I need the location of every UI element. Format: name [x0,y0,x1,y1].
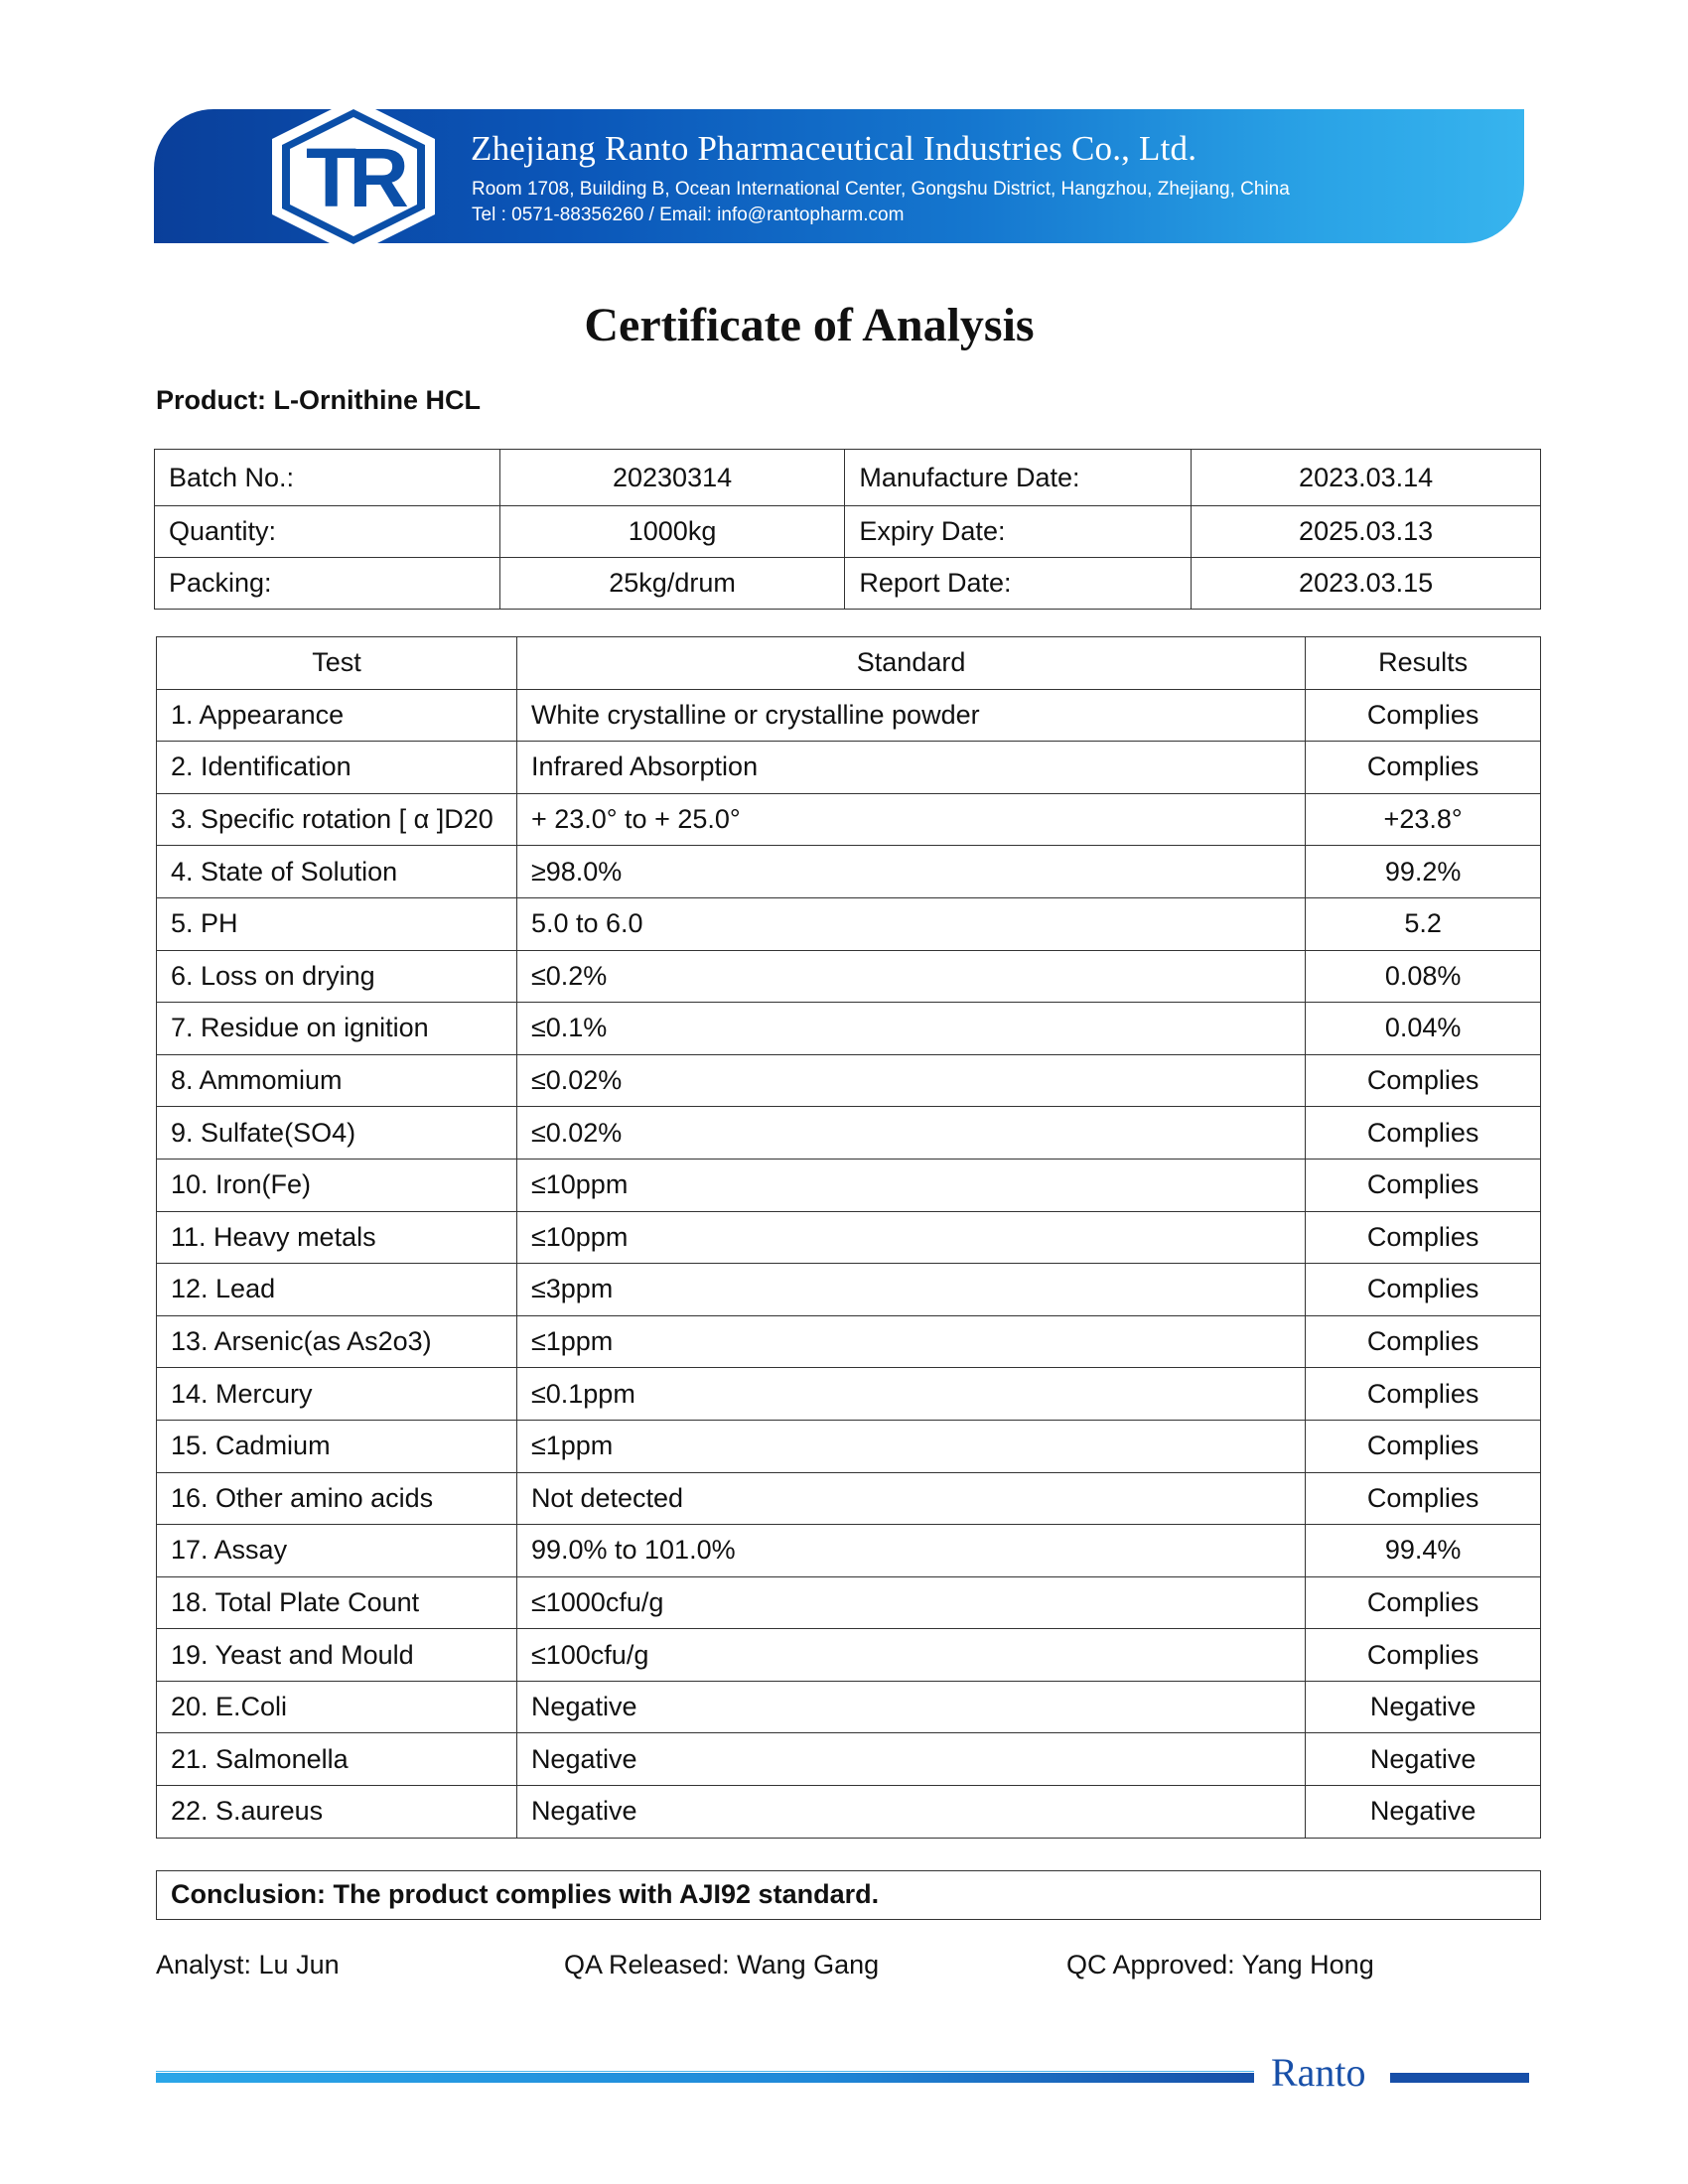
column-header-test: Test [157,637,517,690]
table-row [157,1368,1541,1421]
test-result: +23.8° [1306,793,1541,846]
test-result: Complies [1306,1576,1541,1629]
info-value: 1000kg [499,506,845,558]
qc-signature: QC Approved: Yang Hong [1066,1950,1374,1979]
test-name: 20. E.Coli [157,1681,517,1733]
info-row [155,506,1541,558]
table-row [157,1211,1541,1264]
test-standard: 99.0% to 101.0% [516,1525,1305,1577]
footer-divider-left [156,2073,1254,2083]
table-row [157,1681,1541,1733]
info-value: 2023.03.14 [1192,450,1541,506]
document-title: Certificate of Analysis [584,299,1035,351]
company-address: Room 1708, Building B, Ocean International Center, Gongshu District, Hangzhou, Zhejiang, China [472,179,1290,200]
table-row [157,1264,1541,1316]
info-value: 25kg/drum [499,558,845,610]
table-row [157,1472,1541,1525]
info-label: Packing: [155,558,500,610]
test-name: 11. Heavy metals [157,1211,517,1264]
table-row [157,1054,1541,1107]
test-name: 2. Identification [157,742,517,794]
test-name: 1. Appearance [157,689,517,742]
table-row [157,1576,1541,1629]
company-contact: Tel : 0571-88356260 / Email: info@rantopharm.com [472,205,905,225]
test-result: Negative [1306,1681,1541,1733]
test-result: Complies [1306,1211,1541,1264]
test-name: 8. Ammomium [157,1054,517,1107]
test-result: 0.04% [1306,1003,1541,1055]
column-header-results: Results [1306,637,1541,690]
info-label: Quantity: [155,506,500,558]
test-result: Complies [1306,1472,1541,1525]
table-row [157,689,1541,742]
test-standard: Negative [516,1733,1305,1786]
table-row [157,950,1541,1003]
test-standard: ≤1ppm [516,1420,1305,1472]
test-standard: + 23.0° to + 25.0° [516,793,1305,846]
test-name: 16. Other amino acids [157,1472,517,1525]
test-name: 6. Loss on drying [157,950,517,1003]
analyst-signature: Analyst: Lu Jun [156,1950,340,1979]
test-result: 5.2 [1306,897,1541,950]
batch-info-table [154,449,1541,610]
info-label: Expiry Date: [845,506,1192,558]
info-row [155,450,1541,506]
test-standard: ≤0.1% [516,1003,1305,1055]
test-results-table [156,636,1541,1839]
test-name: 14. Mercury [157,1368,517,1421]
test-standard: Negative [516,1681,1305,1733]
test-result: 0.08% [1306,950,1541,1003]
table-row [157,1159,1541,1211]
test-standard: ≤0.1ppm [516,1368,1305,1421]
info-value: 2025.03.13 [1192,506,1541,558]
test-result: Complies [1306,1368,1541,1421]
test-name: 17. Assay [157,1525,517,1577]
test-standard: ≤0.02% [516,1054,1305,1107]
info-row [155,558,1541,610]
table-row [157,1315,1541,1368]
test-name: 13. Arsenic(as As2o3) [157,1315,517,1368]
test-result: Complies [1306,1054,1541,1107]
test-result: Complies [1306,1629,1541,1682]
test-name: 22. S.aureus [157,1786,517,1839]
test-name: 21. Salmonella [157,1733,517,1786]
product-name: Product: L-Ornithine HCL [156,385,481,415]
test-standard: ≤10ppm [516,1211,1305,1264]
test-name: 10. Iron(Fe) [157,1159,517,1211]
info-value: 20230314 [499,450,845,506]
table-row [157,1733,1541,1786]
test-result: Complies [1306,1420,1541,1472]
table-row [157,1420,1541,1472]
test-standard: ≤0.2% [516,950,1305,1003]
company-name: Zhejiang Ranto Pharmaceutical Industries Co., Ltd. [471,129,1197,168]
info-label: Report Date: [845,558,1192,610]
test-result: Complies [1306,689,1541,742]
test-standard: ≤100cfu/g [516,1629,1305,1682]
info-label: Manufacture Date: [845,450,1192,506]
company-logo-icon [268,95,439,258]
footer-brand: Ranto [1271,2050,1366,2095]
info-value: 2023.03.15 [1192,558,1541,610]
test-result: Complies [1306,1315,1541,1368]
test-result: 99.2% [1306,846,1541,898]
test-standard: ≤0.02% [516,1107,1305,1160]
table-row [157,1786,1541,1839]
test-name: 15. Cadmium [157,1420,517,1472]
test-result: 99.4% [1306,1525,1541,1577]
table-row [157,1629,1541,1682]
test-standard: Infrared Absorption [516,742,1305,794]
logo-letters: TR [306,131,401,224]
test-name: 12. Lead [157,1264,517,1316]
test-standard: Negative [516,1786,1305,1839]
test-name: 9. Sulfate(SO4) [157,1107,517,1160]
test-result: Negative [1306,1786,1541,1839]
test-standard: ≤10ppm [516,1159,1305,1211]
test-standard: ≤1ppm [516,1315,1305,1368]
info-label: Batch No.: [155,450,500,506]
footer-divider-right [1390,2073,1529,2083]
test-standard: White crystalline or crystalline powder [516,689,1305,742]
test-name: 7. Residue on ignition [157,1003,517,1055]
table-row [157,1107,1541,1160]
test-result: Complies [1306,1107,1541,1160]
table-row [157,742,1541,794]
table-row [157,1525,1541,1577]
test-standard: 5.0 to 6.0 [516,897,1305,950]
test-name: 3. Specific rotation [ α ]D20 [157,793,517,846]
test-standard: ≤3ppm [516,1264,1305,1316]
test-name: 4. State of Solution [157,846,517,898]
test-result: Complies [1306,1264,1541,1316]
test-standard: Not detected [516,1472,1305,1525]
test-name: 5. PH [157,897,517,950]
column-header-standard: Standard [516,637,1305,690]
table-row [157,897,1541,950]
table-header-row [157,637,1541,690]
conclusion-box: Conclusion: The product complies with AJI92 standard. [156,1870,1541,1920]
test-name: 19. Yeast and Mould [157,1629,517,1682]
test-result: Complies [1306,1159,1541,1211]
test-result: Complies [1306,742,1541,794]
test-standard: ≤1000cfu/g [516,1576,1305,1629]
test-standard: ≥98.0% [516,846,1305,898]
table-row [157,1003,1541,1055]
qa-signature: QA Released: Wang Gang [564,1950,880,1979]
test-result: Negative [1306,1733,1541,1786]
test-name: 18. Total Plate Count [157,1576,517,1629]
table-row [157,846,1541,898]
table-row [157,793,1541,846]
